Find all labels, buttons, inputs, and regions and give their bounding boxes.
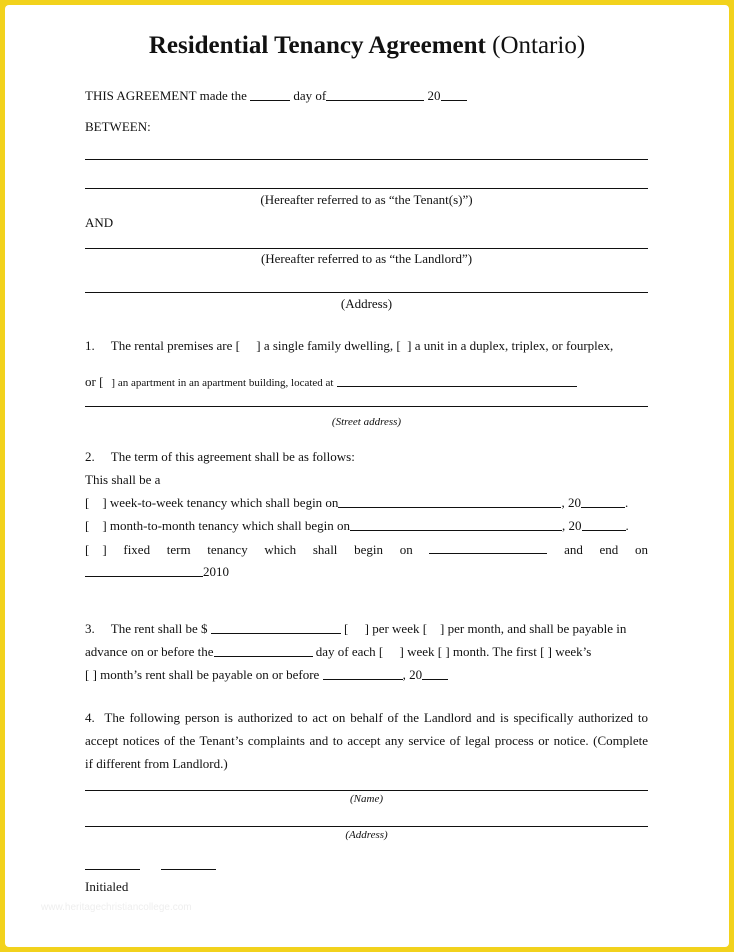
fixed-term-option: [ ] fixed term tenancy which shall begin on and end on bbox=[85, 542, 648, 557]
agent-name-caption: (Name) bbox=[350, 793, 383, 805]
section-1-line-2: or [ ] an apartment in an apartment building, located at bbox=[85, 373, 577, 391]
location-blank[interactable] bbox=[337, 374, 577, 387]
tenant-caption: (Hereafter referred to as “the Tenant(s)”) bbox=[260, 192, 473, 207]
first-rent-year-blank[interactable] bbox=[422, 667, 448, 680]
agreement-date-line: THIS AGREEMENT made the day of 20 bbox=[85, 88, 467, 104]
initial-line-2[interactable] bbox=[161, 869, 216, 870]
section-4-line-1: 4. The following person is authorized to act on behalf of the Landlord and is specifically authorized to bbox=[85, 710, 648, 725]
month-year-blank[interactable] bbox=[582, 518, 626, 531]
week-begin-blank[interactable] bbox=[338, 495, 561, 508]
title-main: Residential Tenancy Agreement bbox=[148, 32, 486, 59]
year-blank[interactable] bbox=[441, 88, 467, 101]
month-to-month-option: [ ] month-to-month tenancy which shall begin on , 20 . bbox=[85, 518, 629, 533]
due-day-blank[interactable] bbox=[214, 644, 313, 657]
and-label: AND bbox=[85, 215, 114, 230]
between-label: BETWEEN: bbox=[85, 119, 151, 134]
section-3-line-1: 3. The rent shall be $ [ ] per week [ ] per month, and shall be payable in bbox=[85, 621, 627, 636]
street-address-caption: (Street address) bbox=[331, 416, 402, 428]
fixed-end-blank[interactable] bbox=[85, 564, 203, 577]
section-4-line-2: accept notices of the Tenant’s complaints and to accept any service of legal process or notice. (Complete bbox=[85, 733, 648, 748]
document-page bbox=[5, 5, 729, 947]
section-3-line-2: advance on or before the day of each [ ] week [ ] month. The first [ ] week’s bbox=[85, 644, 592, 659]
day-blank[interactable] bbox=[250, 88, 290, 101]
landlord-address-line[interactable] bbox=[85, 292, 648, 293]
month-blank[interactable] bbox=[326, 88, 424, 101]
first-rent-date-blank[interactable] bbox=[323, 667, 403, 680]
fixed-end-line: 2010 bbox=[85, 564, 229, 580]
landlord-line[interactable] bbox=[85, 248, 648, 249]
watermark: www.heritagechristiancollege.com bbox=[41, 902, 192, 913]
title-province: (Ontario) bbox=[492, 32, 586, 59]
section-2-heading: 2. The term of this agreement shall be as follows: bbox=[85, 449, 355, 464]
section-4-line-3: if different from Landlord.) bbox=[85, 756, 228, 771]
this-shall-be-label: This shall be a bbox=[85, 472, 161, 487]
page-title bbox=[5, 31, 729, 61]
rent-amount-blank[interactable] bbox=[211, 621, 341, 634]
street-address-line[interactable] bbox=[85, 406, 648, 407]
section-3-line-3: [ ] month’s rent shall be payable on or before , 20 bbox=[85, 667, 448, 683]
agent-address-caption: (Address) bbox=[345, 829, 388, 841]
agent-address-line[interactable] bbox=[85, 826, 648, 827]
tenant-line-1[interactable] bbox=[85, 159, 648, 160]
fixed-begin-blank[interactable] bbox=[429, 541, 547, 554]
section-1-line-1: 1. The rental premises are [ ] a single family dwelling, [ ] a unit in a duplex, triplex, or fourplex, bbox=[85, 338, 614, 353]
landlord-caption: (Hereafter referred to as “the Landlord”) bbox=[260, 251, 473, 266]
week-to-week-option: [ ] week-to-week tenancy which shall begin on , 20 . bbox=[85, 495, 629, 510]
month-checkbox[interactable]: [ ] bbox=[85, 518, 107, 533]
tenant-line-2[interactable] bbox=[85, 188, 648, 189]
week-year-blank[interactable] bbox=[581, 495, 625, 508]
agent-name-line[interactable] bbox=[85, 790, 648, 791]
fixed-checkbox[interactable]: [ ] bbox=[85, 542, 107, 557]
initial-line-1[interactable] bbox=[85, 869, 140, 870]
initialed-label: Initialed bbox=[85, 879, 129, 894]
month-begin-blank[interactable] bbox=[350, 518, 562, 531]
week-checkbox[interactable]: [ ] bbox=[85, 495, 107, 510]
landlord-address-caption: (Address) bbox=[340, 296, 393, 311]
